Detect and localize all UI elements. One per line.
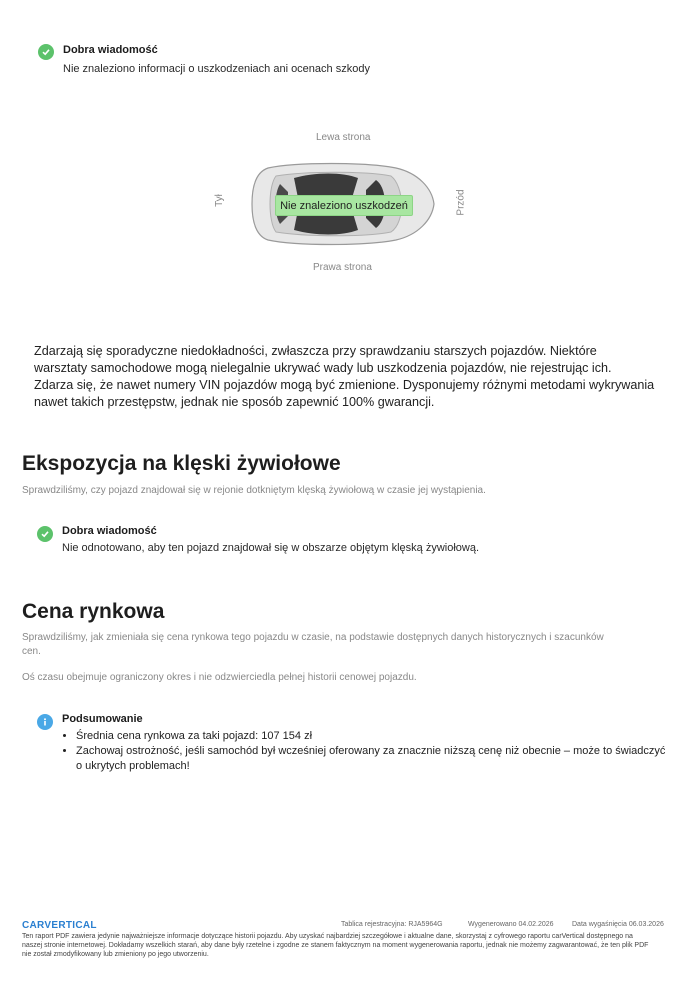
disclaimer-line: nawet takich przestępstw, jednak nie sposób zapewnić 100% gwarancji.	[34, 395, 435, 409]
summary-list	[62, 729, 682, 774]
market-price-note: Oś czasu obejmuje ograniczony okres i nie odzwierciedla pełnej historii cenowej pojazdu.	[22, 672, 417, 683]
plate-label: Tablica rejestracyjna:	[341, 921, 407, 928]
left-side-label: Lewa strona	[316, 132, 371, 143]
check-icon	[38, 44, 54, 60]
logo-vertical: VERTICAL	[44, 920, 97, 931]
disclaimer-line: Zdarza się, że nawet numery VIN pojazdów mogą być zmienione. Dysponujemy różnymi metodami wykrywania	[34, 378, 655, 392]
right-side-label: Prawa strona	[313, 262, 372, 273]
rear-label: Tył	[213, 194, 225, 207]
footer-disclaimer-line: Ten raport PDF zawiera jedynie najważniejsze informacje dotyczące historii pojazdu. Aby uzyskać najbardziej szczegółowe i aktualne dane, skorzystaj z cyfrowego raportu carVertical dostępnego na	[22, 933, 633, 940]
market-price-subtitle: Sprawdziliśmy, jak zmieniała się cena rynkowa tego pojazdu w czasie, na podstawie dostępnych danych historycznych i szacunków	[22, 632, 604, 643]
expiry-info	[572, 921, 664, 928]
footer-disclaimer	[22, 932, 682, 959]
generated-info	[468, 921, 554, 928]
summary-item: • Zachowaj ostrożność, jeśli samochód był wcześniej oferowany za znacznie niższą cenę niż obecnie – może to świadczyć	[76, 744, 682, 759]
check-icon	[37, 526, 53, 542]
generated-value: 04.02.2026	[518, 921, 554, 928]
generated-label: Wygenerowano	[468, 921, 517, 928]
summary-title: Podsumowanie	[62, 713, 143, 725]
no-damage-badge: Nie znaleziono uszkodzeń	[275, 195, 413, 216]
disclaimer-line: Zdarzają się sporadyczne niedokładności, zwłaszcza przy sprawdzaniu starszych pojazdów. Niektóre	[34, 344, 597, 358]
plate-info	[341, 921, 443, 928]
disaster-status-text: Nie odnotowano, aby ten pojazd znajdował się w obszarze objętym klęską żywiołową.	[62, 542, 480, 554]
disaster-status-title: Dobra wiadomość	[62, 525, 157, 537]
damage-status-text: Nie znaleziono informacji o uszkodzeniach ani ocenach szkody	[63, 63, 370, 75]
accuracy-disclaimer	[34, 343, 674, 411]
carvertical-logo	[22, 920, 97, 931]
market-price-subtitle-cont: cen.	[22, 646, 41, 657]
footer-disclaimer-line: nie został zmodyfikowany lub zmieniony po jego utworzeniu.	[22, 951, 209, 958]
disaster-heading: Ekspozycja na klęski żywiołowe	[22, 452, 341, 475]
front-label: Przód	[455, 189, 467, 216]
footer-disclaimer-line: naszej stronie internetowej. Dokładamy wszelkich starań, aby dane były rzetelne i zgodne ze stanem faktycznym na moment wygenerowania raportu, jednak nie możemy zagwarantować, że ten plik PDF	[22, 942, 649, 949]
plate-value: RJA5964G	[408, 921, 443, 928]
summary-item: • Średnia cena rynkowa za taki pojazd: 107 154 zł	[76, 729, 682, 744]
logo-car: CAR	[22, 920, 45, 931]
damage-status-title: Dobra wiadomość	[63, 44, 158, 56]
info-icon	[37, 714, 53, 730]
disaster-subtitle: Sprawdziliśmy, czy pojazd znajdował się w rejonie dotkniętym klęską żywiołową w czasie jej wystąpienia.	[22, 485, 486, 496]
market-price-heading: Cena rynkowa	[22, 600, 165, 623]
expiry-value: 06.03.2026	[628, 921, 664, 928]
expiry-label: Data wygaśnięcia	[572, 921, 627, 928]
disclaimer-line: warsztaty samochodowe mogą nielegalnie ukrywać wady lub uszkodzenia pojazdów, nie rejestrując ich.	[34, 361, 612, 375]
summary-item-cont: o ukrytych problemach!	[76, 760, 190, 772]
